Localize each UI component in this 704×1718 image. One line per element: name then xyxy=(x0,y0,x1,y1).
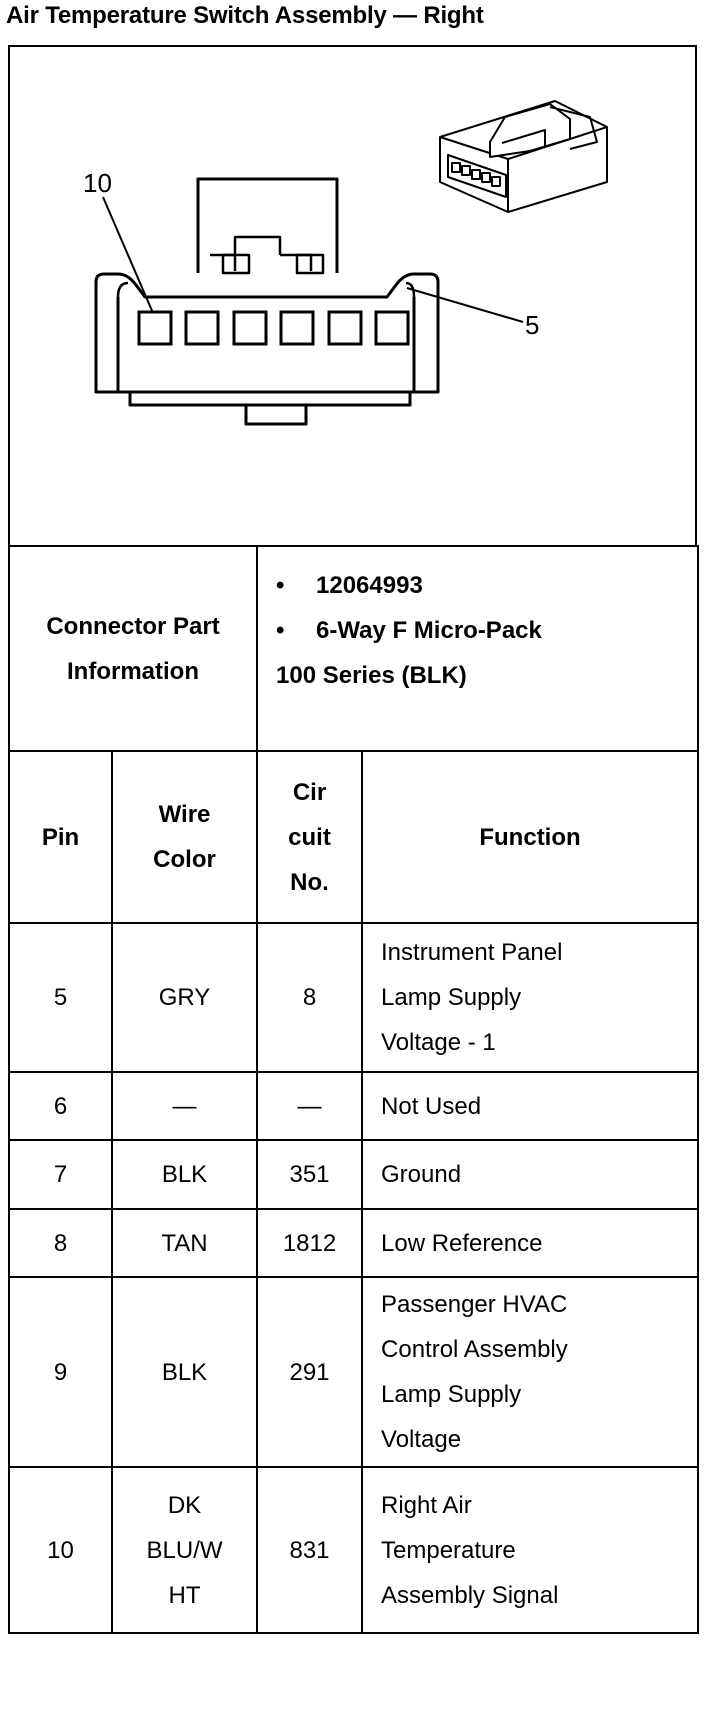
header-wire-color: Wire Color xyxy=(112,751,257,923)
pin-cavity xyxy=(139,312,171,344)
part-description: 6-Way F Micro-Pack xyxy=(316,617,542,644)
pin-cavity xyxy=(329,312,361,344)
connector-info-label: Connector Part Information xyxy=(9,546,257,751)
connector-3d-icon xyxy=(440,101,607,212)
table-row: 10 DK BLU/W HT 831 Right Air Temperature Assembly Signal xyxy=(9,1467,698,1633)
pin-label-first: 10 xyxy=(83,168,112,198)
latch-outer xyxy=(198,179,337,273)
header-function: Function xyxy=(362,751,698,923)
table-row: 7 BLK 351 Ground xyxy=(9,1140,698,1209)
connector-info-row xyxy=(9,546,698,751)
part-number: 12064993 xyxy=(316,572,423,599)
pin-cavity xyxy=(186,312,218,344)
table-row: 9 BLK 291 Passenger HVAC Control Assembly Lamp Supply Voltage xyxy=(9,1277,698,1467)
table-row: 8 TAN 1812 Low Reference xyxy=(9,1209,698,1277)
pin-cavity xyxy=(281,312,313,344)
part-series: 100 Series (BLK) xyxy=(276,662,467,689)
connector-diagram xyxy=(10,47,699,549)
connector-info-value: • 12064993 • 6-Way F Micro-Pack 100 Series (BLK) xyxy=(257,546,698,751)
pin-label-last: 5 xyxy=(525,310,540,340)
header-pin: Pin xyxy=(9,751,112,923)
page-title: Air Temperature Switch Assembly — Right xyxy=(6,2,484,29)
pin-cavity xyxy=(234,312,266,344)
table-header-row xyxy=(9,751,698,923)
table-row: 5 GRY 8 Instrument Panel Lamp Supply Voltage - 1 xyxy=(9,923,698,1072)
pin-cavity xyxy=(376,312,408,344)
connector-diagram-panel xyxy=(8,45,697,547)
table-row: 6 — — Not Used xyxy=(9,1072,698,1140)
pinout-table xyxy=(8,545,699,1634)
header-circuit: Cir cuit No. xyxy=(257,751,362,923)
